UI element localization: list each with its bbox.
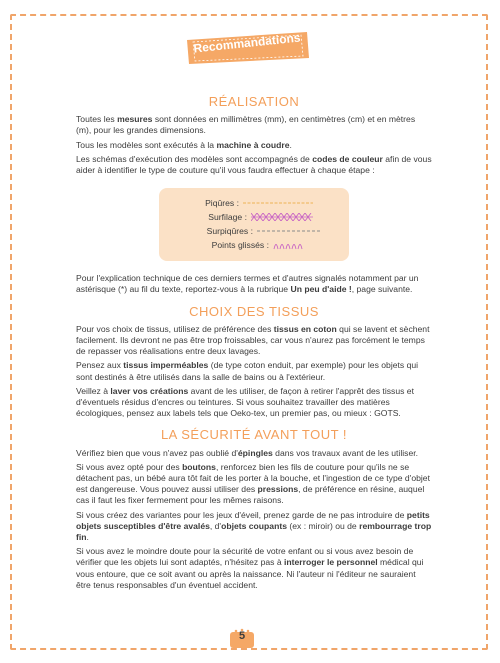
points-glisses-line [273, 240, 303, 250]
surpiqures-line [257, 228, 321, 234]
section-securite [76, 429, 432, 591]
legend-row-surpiqures [169, 224, 339, 238]
paragraph: Pour vos choix de tissus, utilisez de préférence des tissus en coton qui se lavent et sèchent facilement. Ils devront ne pas être trop froissables, car vous n'aurez pas forcément le temps de repasser vos réalisations entre deux lavages. [76, 323, 430, 357]
paragraph: Veillez à laver vos créations avant de les utiliser, de façon à retirer l'apprêt des tissus et d'éventuels résidus d'encres ou teintures. Si vous souhaitez travailler des matières écologiques, pensez aux labels tels que Oeko-tex, un premier pas, ou mieux : GOTS. [76, 385, 414, 419]
section-tissus [76, 303, 432, 420]
paragraph: Les schémas d'exécution des modèles sont accompagnés de codes de couleur afin de vous aider à identifier le type de couture qu'il vous faudra effectuer à chaque étape : [76, 153, 432, 176]
legend-row-points-glisses [169, 238, 339, 252]
surfilage-line [251, 213, 313, 221]
paragraph: Pensez aux tissus imperméables (de type coton enduit, par exemple) pour les objets qui sont destinés à être utilisés dans la salle de bains ou à l'extérieur. [76, 360, 419, 382]
legend-label: Surpiqûres : [206, 226, 253, 237]
heading-realisation: RÉALISATION [208, 94, 300, 109]
paragraph: Vérifiez bien que vous n'avez pas oublié d'épingles dans vos travaux avant de les utiliser. [76, 447, 418, 458]
paragraph: Si vous créez des variantes pour les jeux d'éveil, prenez garde de ne pas introduire de petits objets susceptibles d'être avalés, d'objets coupants (ex : miroir) ou de rembourrage trop fin. [76, 509, 432, 543]
paragraph: Si vous avez le moindre doute pour la sécurité de votre enfant ou si vous avez besoin de vérifier que les objets lui sont adaptés, n'hésitez pas à interroger le personnel médical qui vous entoure, que ce soit avant ou après la naissance. Ni l'auteur ni l'éditeur ne sauraient être tenus responsables d'un éventuel accident. [76, 546, 424, 590]
legend-label: Points glissés : [211, 240, 269, 251]
piqures-line [243, 200, 313, 206]
legend-label: Piqûres : [205, 198, 239, 209]
heading-securite: LA SÉCURITÉ AVANT TOUT ! [160, 427, 348, 443]
paragraph: Toutes les mesures sont données en millimètres (mm), en centimètres (cm) et en mètres (m), pour les grandes dimensions. [76, 114, 416, 136]
legend-row-surfilage [169, 210, 339, 224]
page-content [76, 96, 432, 601]
banner-title: Recommandations [192, 30, 302, 56]
paragraph: Tous les modèles sont exécutés à la machine à coudre. [76, 139, 292, 150]
legend-row-piqures [169, 196, 339, 210]
stitch-legend [159, 188, 349, 261]
heading-tissus: CHOIX DES TISSUS [189, 303, 319, 319]
section-realisation [76, 96, 432, 296]
paragraph: Pour l'explication technique de ces derniers termes et d'autres signalés notamment par un astérisque (*) au fil du texte, reportez-vous à la rubrique Un peu d'aide !, page suivante. [76, 273, 419, 295]
page-number: 5 [238, 630, 246, 642]
paragraph: Si vous avez opté pour des boutons, renforcez bien les fils de couture pour qu'ils ne se détachent pas, un bébé aura tôt fait de les porter à la bouche, et l'ingestion de ce type d'objet est dangereuse. Vous pouvez aussi utiliser des pressions, de préférence en résine, auquel cas il faut les fixer fermement pour les mêmes raisons. [76, 461, 430, 506]
legend-label: Surfilage : [208, 212, 247, 223]
